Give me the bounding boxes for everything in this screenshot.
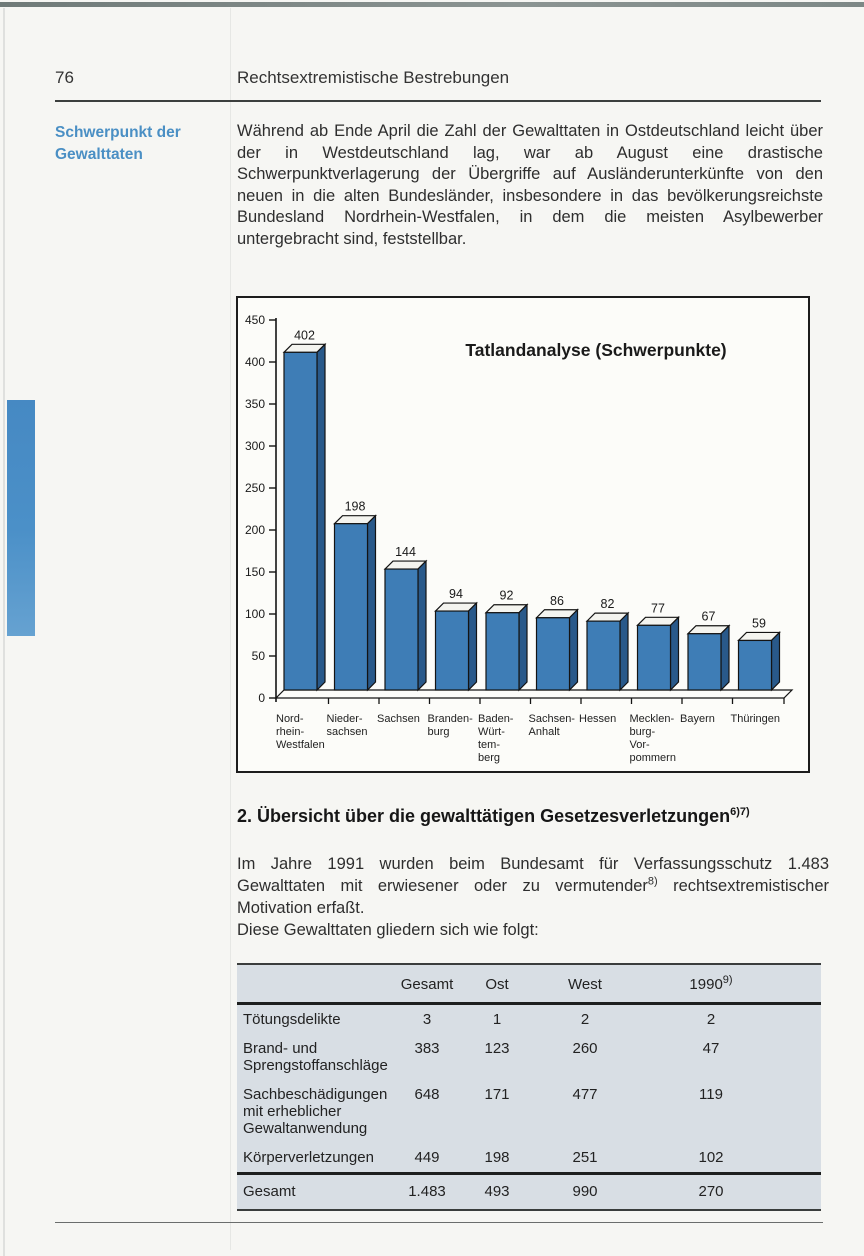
row-value: 260 [572,1040,598,1057]
svg-text:92: 92 [499,588,514,603]
row-label: Tötungsdelikte [243,1011,341,1028]
svg-text:Nord-: Nord- [276,713,304,725]
total-value: 493 [484,1183,510,1200]
svg-text:86: 86 [550,593,564,608]
svg-text:450: 450 [244,313,265,327]
svg-text:350: 350 [244,397,265,411]
table-header-1990: 1990$^{9)}$ [689,974,733,993]
svg-text:200: 200 [244,523,265,537]
row-value: 198 [484,1149,510,1166]
svg-text:Branden-: Branden- [427,713,473,725]
svg-text:Sachsen: Sachsen [377,713,420,725]
row-value: 477 [572,1086,598,1103]
row-value: 171 [484,1086,510,1103]
total-label: Gesamt [243,1183,296,1200]
page-number: 76 [55,68,74,87]
row-value: 119 [699,1086,723,1103]
svg-text:100: 100 [244,607,265,621]
footnote-marker-8: 8) [647,875,658,888]
footnote-marker-9: 9) [722,974,733,986]
svg-text:Thüringen: Thüringen [730,713,781,725]
tatland-bar-chart [238,298,808,771]
svg-text:Bayern: Bayern [680,713,715,725]
table-header-row [237,965,821,1002]
row-value: 383 [414,1040,440,1057]
scan-top-edge [0,2,864,7]
row-value: 47 [702,1040,720,1057]
row-value: 102 [698,1149,724,1166]
section-paragraph [237,853,829,941]
table-row [237,1034,821,1080]
svg-text:Würt-: Würt- [478,726,505,738]
svg-text:Anhalt: Anhalt [528,726,560,738]
row-value: 648 [414,1086,440,1103]
table-total-row [237,1175,821,1209]
margin-blue-tab [7,400,35,636]
row-value: 2 [580,1011,590,1028]
svg-text:burg-: burg- [629,726,656,738]
svg-text:59: 59 [752,616,766,631]
scan-left-edge [3,8,5,1256]
svg-text:rhein-: rhein- [276,726,305,738]
svg-text:Baden-: Baden- [478,713,514,725]
row-label: Brand- und Sprengstoffanschläge [243,1040,388,1074]
svg-text:82: 82 [600,597,615,612]
intro-paragraph: Während ab Ende April die Zahl der Gewalttaten in Ostdeutschland leicht über der in Westdeutschland lag, war ab August eine drastische Schwerpunktverlagerung der Übergriffe auf Ausländerunterkünfte von den neuen in die alten Bundesländer, insbesondere in das bevölkerungsreichste Bundesland Nordrhein-Westfalen, in dem die meisten Asylbewerber untergebracht sind, feststellbar. [237,122,823,248]
header-rule [55,100,821,102]
table-header-empty [237,965,389,1002]
svg-text:sachsen: sachsen [326,726,368,738]
svg-text:300: 300 [244,439,265,453]
total-value: 1.483 [408,1183,446,1200]
violence-table [237,963,821,1211]
svg-text:berg: berg [478,752,501,764]
svg-text:Sachsen-: Sachsen- [528,713,575,725]
total-value: 270 [698,1183,724,1200]
scan-gutter-line [230,8,231,1250]
svg-text:50: 50 [251,649,265,663]
paragraph-text: Im Jahre 1991 wurden beim Bundesamt für Verfassungsschutz 1.483 Gewalttaten mit erwiesener oder zu vermutender [237,855,829,895]
row-value: 2 [706,1011,716,1028]
paragraph-line2: Diese Gewalttaten gliedern sich wie folgt: [237,921,539,939]
svg-text:Hessen: Hessen [579,713,617,725]
table-row [237,1080,821,1143]
svg-text:burg: burg [427,726,450,738]
svg-text:0: 0 [258,691,265,705]
total-value: 990 [572,1183,598,1200]
row-value: 123 [484,1040,510,1057]
paragraph-text-cont: rechtsextremistischer Motivation erfaßt. [237,877,829,917]
row-value: 3 [422,1011,432,1028]
table-header-gesamt: Gesamt [400,976,454,993]
row-label: Körperverletzungen [243,1149,374,1166]
svg-text:Westfalen: Westfalen [276,739,325,751]
svg-text:Mecklen-: Mecklen- [629,713,675,725]
section-heading [237,806,837,827]
svg-text:400: 400 [244,355,265,369]
svg-text:77: 77 [651,601,665,616]
svg-text:pommern: pommern [629,752,676,764]
row-value: 449 [414,1149,440,1166]
svg-text:250: 250 [244,481,265,495]
svg-text:402: 402 [294,328,315,343]
row-label: Sachbeschädigungen mit erheblicher Gewaltanwendung [243,1086,388,1137]
svg-text:67: 67 [701,609,716,624]
svg-text:144: 144 [395,545,416,560]
svg-text:94: 94 [449,587,463,602]
svg-text:Vor-: Vor- [629,739,650,751]
table-rule [237,1209,821,1211]
row-value: 1 [492,1011,502,1028]
table-header-west: West [568,976,602,993]
table-header-ost: Ost [485,976,509,993]
table-row [237,1143,821,1172]
svg-text:Tatlandanalyse (Schwerpunkte): Tatlandanalyse (Schwerpunkte) [465,340,727,360]
running-header-title: Rechtsextremistische Bestrebungen [237,68,510,87]
margin-note: Schwerpunkt der Gewalttaten [55,124,181,163]
svg-text:Nieder-: Nieder- [326,713,363,725]
footer-rule [55,1222,823,1223]
footnote-marker-67: 6)7) [730,806,750,818]
section-heading-text: 2. Übersicht über die gewalttätigen Gesetzesverletzungen [237,806,731,826]
svg-text:150: 150 [244,565,265,579]
table-row [237,1005,821,1034]
svg-text:198: 198 [344,499,366,514]
chart-figure [236,296,810,773]
svg-text:tem-: tem- [478,739,500,751]
row-value: 251 [572,1149,598,1166]
